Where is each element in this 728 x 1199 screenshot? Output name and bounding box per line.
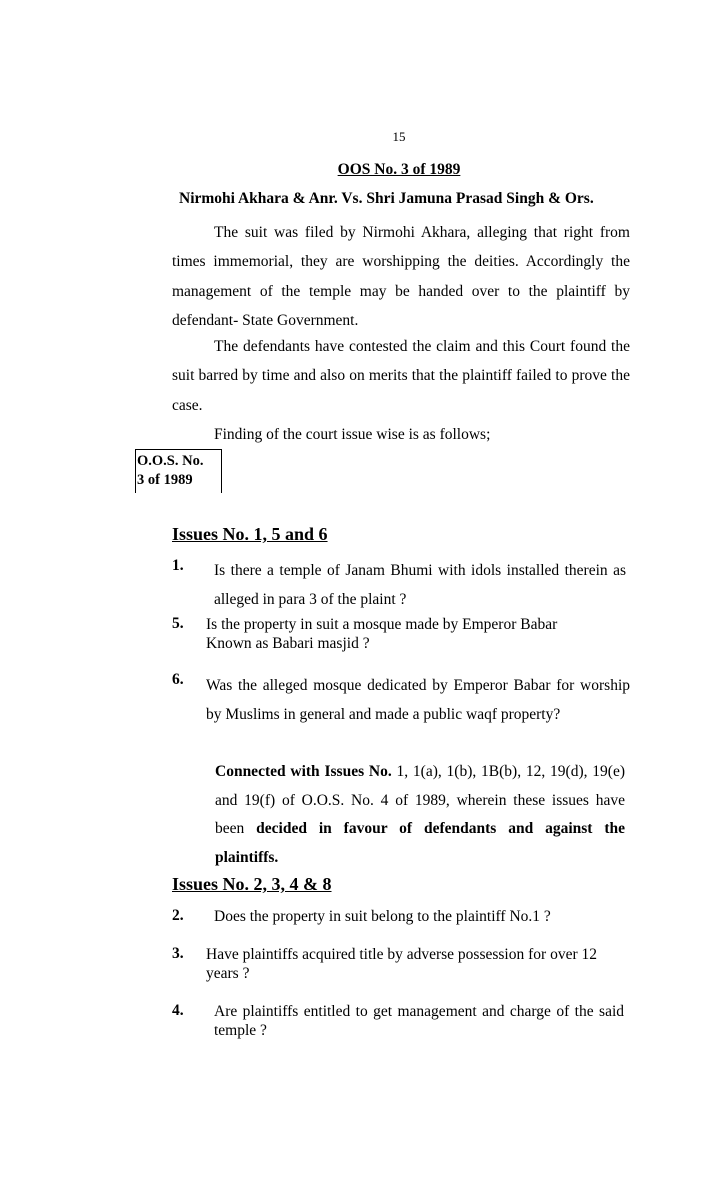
margin-note-line2: 3 of 1989 [137,472,193,488]
issue-text: Was the alleged mosque dedicated by Emperor Babar for worship by Muslims in general and made a public waqf property? [206,677,630,723]
margin-note-box [135,449,222,493]
margin-note-line1: O.O.S. No. [137,453,204,469]
case-title: OOS No. 3 of 1989 [337,161,461,178]
connected-tail: decided in favour of defendants and against the plaintiffs. [215,820,625,866]
issue-text: Are plaintiffs entitled to get management and charge of the said temple ? [214,1003,624,1039]
issue-number: 5. [172,615,184,632]
case-parties: Nirmohi Akhara & Anr. Vs. Shri Jamuna Prasad Singh & Ors. [179,190,594,207]
issue-number: 4. [172,1002,184,1019]
issues-heading-2-3-4-8: Issues No. 2, 3, 4 & 8 [172,874,332,894]
paragraph-defendants-contested: The defendants have contested the claim and this Court found the suit barred by time and also on merits that the plaintiff failed to prove the case. [172,338,630,414]
issue-item-5 [172,615,630,655]
issue-text: Have plaintiffs acquired title by adverse possession for over 12 years ? [206,946,597,982]
issue-item-4 [172,1002,630,1042]
issue-text: Does the property in suit belong to the plaintiff No.1 ? [214,908,551,925]
issue-number: 1. [172,557,184,574]
issue-item-6 [172,671,630,757]
page-number: 15 [392,129,406,144]
issue-text: Is there a temple of Janam Bhumi with idols installed therein as alleged in para 3 of the plaint ? [214,562,626,608]
issue-number: 6. [172,671,184,688]
issue-number: 2. [172,907,184,924]
issue-item-1 [172,557,630,613]
issues-heading-1-5-6: Issues No. 1, 5 and 6 [172,524,328,544]
issue-number: 3. [172,945,184,962]
connected-issues-note [215,758,625,872]
issue-text: Is the property in suit a mosque made by Emperor Babar Known as Babari masjid ? [206,616,558,652]
paragraph-finding-intro: Finding of the court issue wise is as follows; [214,426,491,443]
issue-item-2 [172,907,630,929]
issue-item-3 [172,945,630,985]
paragraph-suit-filed: The suit was filed by Nirmohi Akhara, alleging that right from times immemorial, they are worshipping the deities. Accordingly the management of the temple may be handed over to the plaintiff by defendant- State Government. [172,224,630,329]
connected-lead: Connected with Issues No. [215,763,392,780]
connected-mid: 1, 1(a), 1(b), 1B(b), 12, 19(d), 19(e) and 19(f) of O.O.S. No. 4 of 1989, wherein these issues have been [215,763,625,837]
